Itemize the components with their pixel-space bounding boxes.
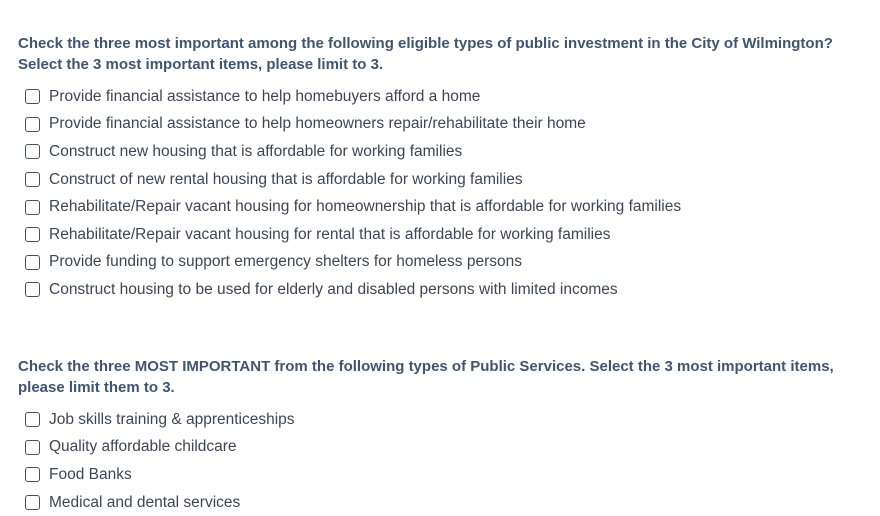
option-item[interactable] — [18, 166, 858, 194]
option-label: Rehabilitate/Repair vacant housing for homeownership that is affordable for working families — [49, 198, 682, 216]
option-label: Construct housing to be used for elderly and disabled persons with limited incomes — [49, 280, 618, 298]
option-label: Provide financial assistance to help homeowners repair/rehabilitate their home — [49, 115, 586, 133]
checkbox[interactable] — [25, 172, 40, 187]
option-label: Rehabilitate/Repair vacant housing for rental that is affordable for working families — [49, 225, 611, 243]
checkbox[interactable] — [25, 440, 40, 455]
option-item[interactable] — [18, 111, 858, 139]
option-item[interactable] — [18, 249, 858, 277]
option-item[interactable] — [18, 138, 858, 166]
option-label: Quality affordable childcare — [49, 438, 237, 456]
option-label: Construct new housing that is affordable for working families — [49, 142, 463, 160]
option-item[interactable] — [18, 276, 858, 304]
checkbox[interactable] — [25, 282, 40, 297]
option-item[interactable] — [18, 434, 858, 462]
question-public-investment — [18, 33, 858, 304]
checkbox[interactable] — [25, 467, 40, 482]
checkbox[interactable] — [25, 412, 40, 427]
option-label: Construct of new rental housing that is affordable for working families — [49, 170, 523, 188]
options-list — [18, 83, 858, 304]
checkbox[interactable] — [25, 144, 40, 159]
option-label: Food Banks — [49, 465, 132, 483]
checkbox[interactable] — [25, 255, 40, 270]
checkbox[interactable] — [25, 495, 40, 510]
option-label: Job skills training & apprenticeships — [49, 410, 295, 428]
option-label: Provide funding to support emergency shelters for homeless persons — [49, 253, 522, 271]
checkbox[interactable] — [25, 200, 40, 215]
option-item[interactable] — [18, 221, 858, 249]
option-item[interactable] — [18, 489, 858, 516]
option-item[interactable] — [18, 461, 858, 489]
question-public-services — [18, 356, 858, 516]
option-item[interactable] — [18, 406, 858, 434]
option-item[interactable] — [18, 193, 858, 221]
option-label: Provide financial assistance to help homebuyers afford a home — [49, 87, 481, 105]
question-title: Check the three most important among the following eligible types of public investment in the City of Wilmington? Select the 3 most important items, please limit to 3. — [18, 35, 833, 73]
checkbox[interactable] — [25, 89, 40, 104]
options-list — [18, 406, 858, 516]
option-label: Medical and dental services — [49, 493, 241, 511]
checkbox[interactable] — [25, 117, 40, 132]
option-item[interactable] — [18, 83, 858, 111]
checkbox[interactable] — [25, 227, 40, 242]
question-title: Check the three MOST IMPORTANT from the following types of Public Services. Select the 3 most important items, please limit them to 3. — [18, 358, 834, 396]
